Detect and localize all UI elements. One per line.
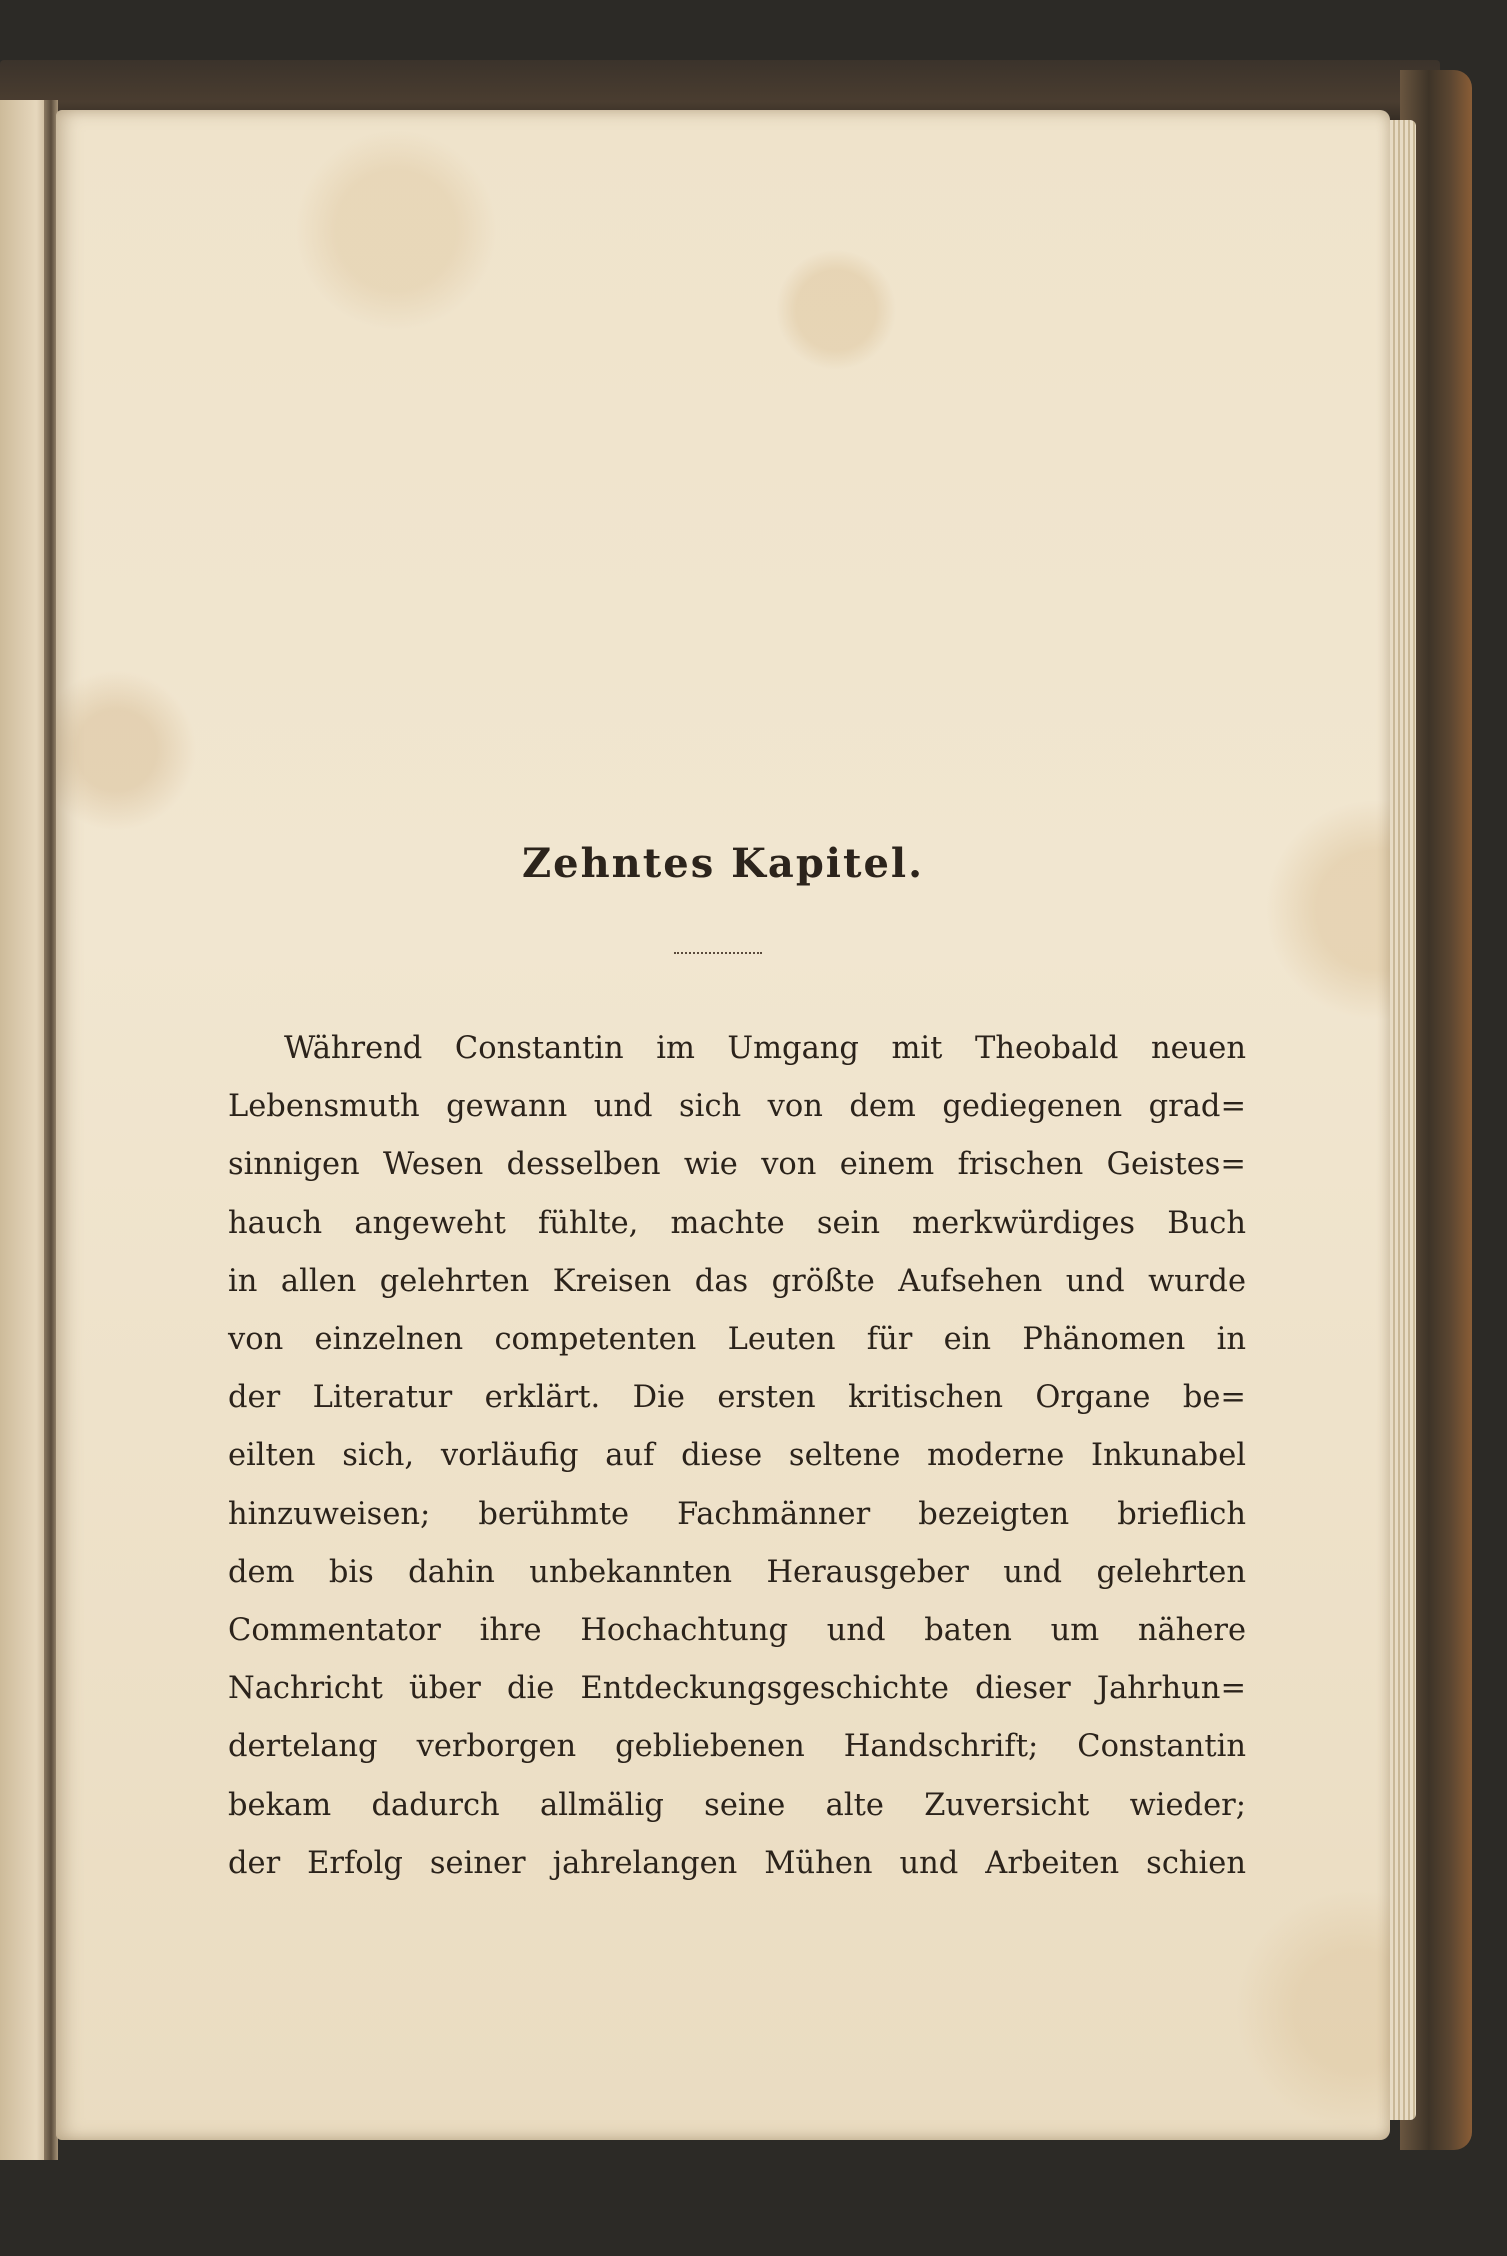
text-line: Während Constantin im Umgang mit Theobald neuen bbox=[284, 1031, 1246, 1066]
text-line: Lebensmuth gewann und sich von dem gediegenen grad= bbox=[228, 1089, 1246, 1125]
title-divider bbox=[674, 952, 762, 954]
text-line: der Literatur erklärt. Die ersten kritischen Organe be= bbox=[228, 1380, 1246, 1416]
text-line: hinzuweisen; berühmte Fachmänner bezeigten brieflich bbox=[228, 1496, 1246, 1532]
text-line: Nachricht über die Entdeckungsgeschichte dieser Jahrhun= bbox=[228, 1671, 1246, 1707]
text-line: bekam dadurch allmälig seine alte Zuversicht wieder; bbox=[228, 1787, 1246, 1823]
text-line: eilten sich, vorläufig auf diese seltene moderne Inkunabel bbox=[228, 1438, 1246, 1474]
text-line: dertelang verborgen gebliebenen Handschrift; Constantin bbox=[228, 1729, 1246, 1765]
text-line: hauch angeweht fühlte, machte sein merkwürdiges Buch bbox=[228, 1205, 1246, 1241]
body-paragraph bbox=[228, 1020, 1246, 1893]
text-line: in allen gelehrten Kreisen das größte Aufsehen und wurde bbox=[228, 1263, 1246, 1299]
text-line: sinnigen Wesen desselben wie von einem frischen Geistes= bbox=[228, 1147, 1246, 1183]
text-line: der Erfolg seiner jahrelangen Mühen und Arbeiten schien bbox=[228, 1845, 1246, 1881]
text-line: von einzelnen competenten Leuten für ein Phänomen in bbox=[228, 1322, 1246, 1358]
text-line: Commentator ihre Hochachtung und baten um nähere bbox=[228, 1613, 1246, 1649]
text-line: dem bis dahin unbekannten Herausgeber und gelehrten bbox=[228, 1554, 1246, 1590]
chapter-title: Zehntes Kapitel. bbox=[521, 840, 925, 887]
book-page bbox=[56, 110, 1390, 2140]
